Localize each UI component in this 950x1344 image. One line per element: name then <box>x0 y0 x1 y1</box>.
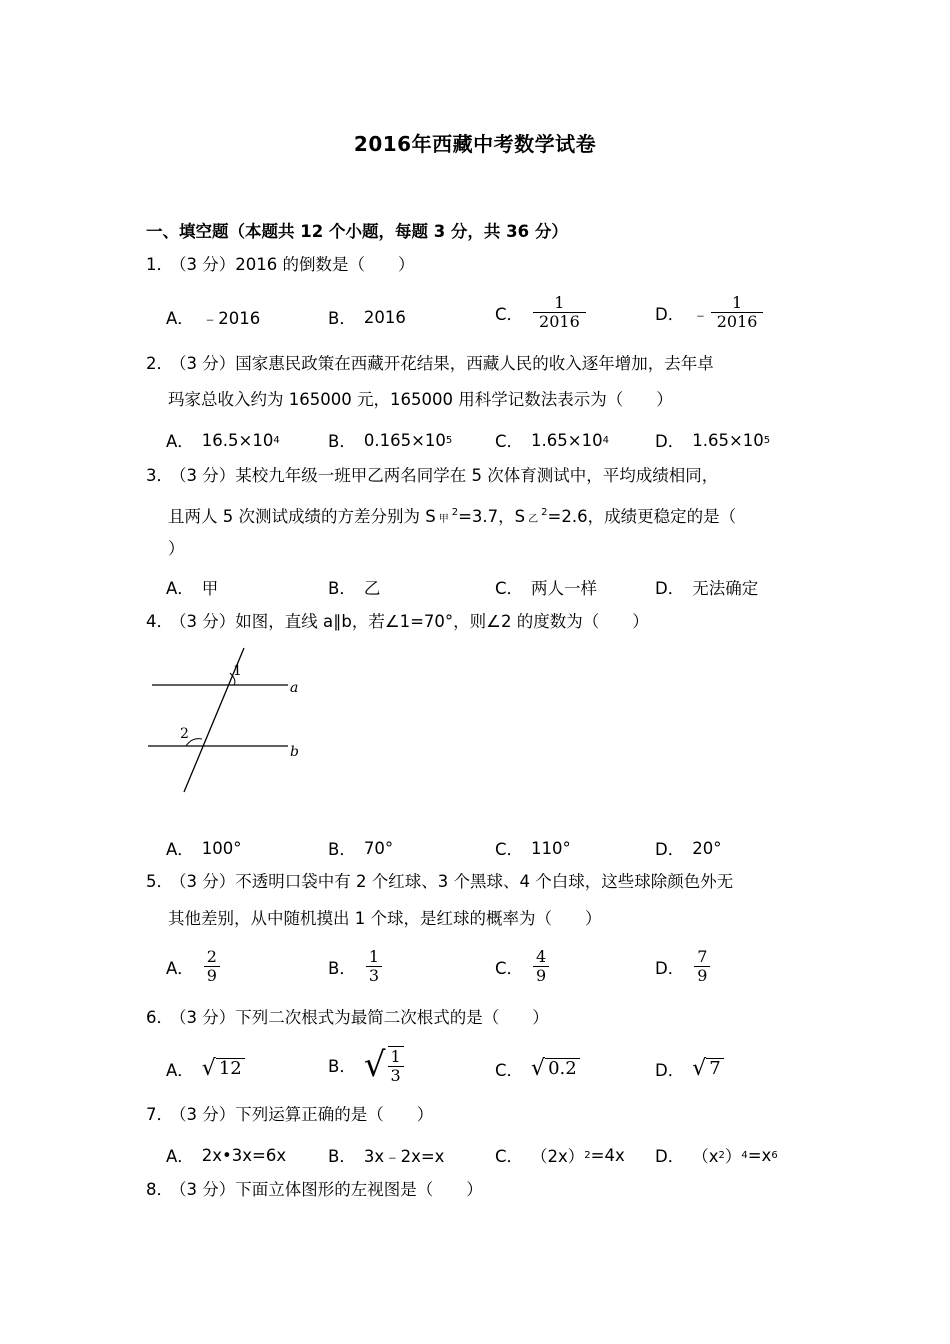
question-2-line-2: 玛家总收入约为 165000 元，165000 用科学记数法表示为（ ） <box>168 390 673 409</box>
question-5: 5．（3 分）不透明口袋中有 2 个红球、3 个黑球、4 个白球，这些球除颜色外无 <box>146 872 734 891</box>
q4-option-c: C． 110° <box>495 838 571 859</box>
q1-option-a: A． ﹣2016 <box>166 309 261 328</box>
section-heading: 一、填空题（本题共 12 个小题，每题 3 分，共 36 分） <box>146 222 568 241</box>
q1-option-d: D． ﹣ $\frac{1}{2016}$ <box>655 294 763 331</box>
q6-option-b: B． √ $\frac{1}{3}$ <box>328 1045 404 1085</box>
fraction: $\frac{7}{9}$ <box>694 948 710 985</box>
question-1: 1．（3 分）2016 的倒数是（ ） <box>146 255 415 274</box>
question-3-line-3: ） <box>168 539 185 558</box>
fraction: $\frac{1}{3}$ <box>388 1046 404 1085</box>
q2-option-c: C． 1.65×10 4 <box>495 430 609 451</box>
square-root: √ 0.2 <box>531 1056 580 1081</box>
q3-option-a: A． 甲 <box>166 579 219 598</box>
angle-2-label: 2 <box>180 726 189 742</box>
q7-option-c: C． （2x） 2 =4x <box>495 1145 625 1166</box>
q5-option-d: D． $\frac{7}{9}$ <box>655 948 710 985</box>
q2-option-d: D． 1.65×10 5 <box>655 430 771 451</box>
line-a-label: a <box>290 680 299 696</box>
q5-option-a: A． $\frac{2}{9}$ <box>166 948 220 985</box>
q3-option-b: B． 乙 <box>328 579 381 598</box>
q6-option-a: A． √ 12 <box>166 1056 245 1081</box>
q2-option-a: A． 16.5×10 4 <box>166 430 280 451</box>
parallel-lines-figure <box>140 640 320 800</box>
fraction: $\frac{1}{2016}$ <box>533 294 586 331</box>
q3-option-d: D． 无法确定 <box>655 579 759 598</box>
q1-option-b: B． 2016 <box>328 307 406 328</box>
q7-option-d: D． （x 2 ） 4 =x 6 <box>655 1145 778 1166</box>
question-8: 8．（3 分）下面立体图形的左视图是（ ） <box>146 1180 483 1199</box>
fraction: $\frac{1}{3}$ <box>366 948 382 985</box>
question-6: 6．（3 分）下列二次根式为最简二次根式的是（ ） <box>146 1008 549 1027</box>
question-4: 4．（3 分）如图，直线 a∥b，若∠1=70°，则∠2 的度数为（ ） <box>146 612 649 631</box>
angle-1-label: 1 <box>233 663 242 679</box>
q6-option-d: D． √ 7 <box>655 1056 724 1081</box>
question-2: 2．（3 分）国家惠民政策在西藏开花结果，西藏人民的收入逐年增加，去年卓 <box>146 354 714 373</box>
fraction: $\frac{4}{9}$ <box>533 948 549 985</box>
q4-option-a: A． 100° <box>166 838 242 859</box>
q7-option-a: A． 2x•3x=6x <box>166 1145 287 1166</box>
question-7: 7．（3 分）下列运算正确的是（ ） <box>146 1105 434 1124</box>
q6-option-c: C． √ 0.2 <box>495 1056 580 1081</box>
q7-option-b: B． 3x﹣2x=x <box>328 1147 445 1166</box>
q4-option-d: D． 20° <box>655 838 722 859</box>
q5-option-b: B． $\frac{1}{3}$ <box>328 948 382 985</box>
q4-option-b: B． 70° <box>328 838 394 859</box>
q5-option-c: C． $\frac{4}{9}$ <box>495 948 549 985</box>
question-3-line-2: 且两人 5 次测试成绩的方差分别为 S 甲$^2$=3.7，S 乙$^2$=2.6，成绩更稳定的是（ <box>168 507 737 526</box>
q2-option-b: B． 0.165×10 5 <box>328 430 453 451</box>
question-3: 3．（3 分）某校九年级一班甲乙两名同学在 5 次体育测试中，平均成绩相同， <box>146 466 719 485</box>
line-b-label: b <box>290 744 299 760</box>
q1-option-c: C． $\frac{1}{2016}$ <box>495 294 586 331</box>
fraction: $\frac{1}{2016}$ <box>711 294 764 331</box>
question-5-line-2: 其他差别，从中随机摸出 1 个球，是红球的概率为（ ） <box>168 909 602 928</box>
page-title: 2016年西藏中考数学试卷 <box>353 132 597 156</box>
square-root: √ $\frac{1}{3}$ <box>364 1045 404 1085</box>
q3-option-c: C． 两人一样 <box>495 579 598 598</box>
square-root: √ 12 <box>202 1056 245 1081</box>
square-root: √ 7 <box>692 1056 723 1081</box>
fraction: $\frac{2}{9}$ <box>204 948 220 985</box>
